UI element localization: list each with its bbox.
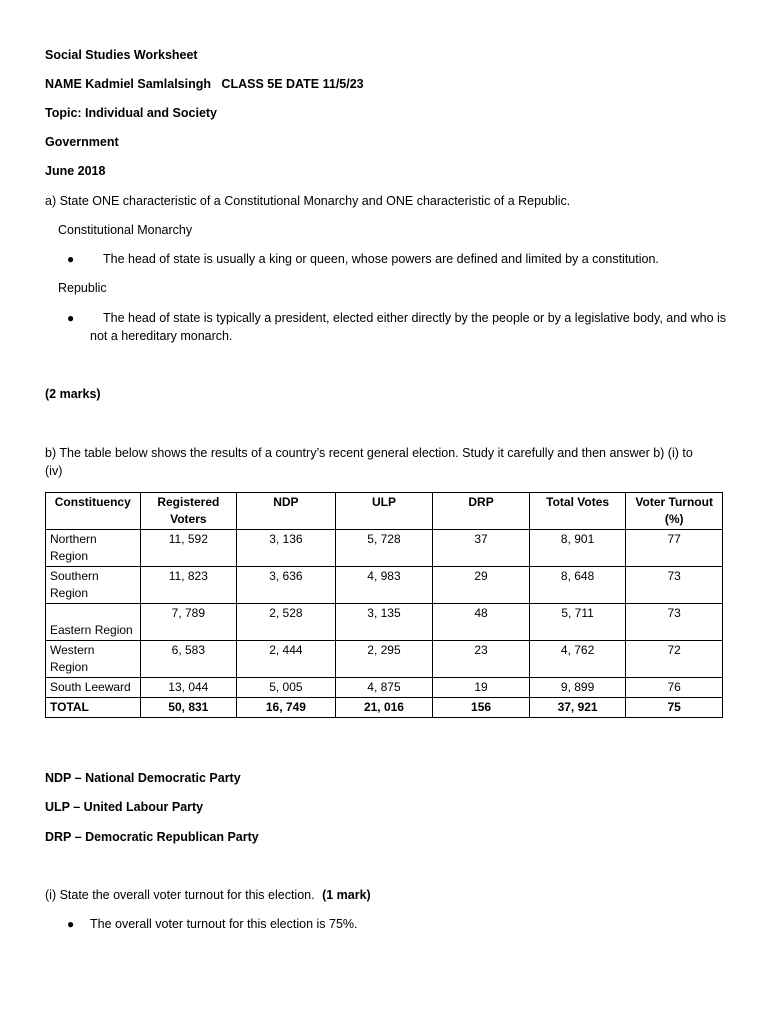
- monarchy-answer-item: [45, 250, 725, 268]
- table-total-row: [46, 698, 723, 718]
- legend-drp: DRP – Democratic Republican Party: [45, 830, 259, 844]
- table-cell: 7, 789: [140, 604, 237, 641]
- bullet-icon: ●: [67, 311, 75, 325]
- question-b-i-prompt: [45, 887, 371, 903]
- republic-answer: The head of state is typically a president, elected either directly by the people or by a legislative body, and who is not a hereditary monarch.: [90, 311, 727, 343]
- column-header: Total Votes: [529, 493, 626, 530]
- question-b-prompt-cont: (iv): [45, 464, 63, 478]
- bullet-icon: ●: [67, 917, 75, 931]
- column-header: Voter Turnout (%): [626, 493, 723, 530]
- column-header: NDP: [237, 493, 336, 530]
- table-cell: 76: [626, 678, 723, 698]
- table-cell: 3, 636: [237, 567, 336, 604]
- table-row: [46, 567, 723, 604]
- republic-answer-item: [45, 309, 725, 345]
- table-cell: 11, 592: [140, 530, 237, 567]
- monarchy-label: Constitutional Monarchy: [58, 223, 193, 237]
- table-cell: 21, 016: [335, 698, 433, 718]
- legend-ndp: NDP – National Democratic Party: [45, 771, 241, 785]
- table-cell: TOTAL: [46, 698, 141, 718]
- table-cell: 9, 899: [529, 678, 626, 698]
- student-info: NAME Kadmiel Samlalsingh CLASS 5E DATE 11/5/23: [45, 77, 364, 91]
- table-cell: 2, 295: [335, 641, 433, 678]
- table-cell: 4, 762: [529, 641, 626, 678]
- table-cell: 8, 901: [529, 530, 626, 567]
- table-cell: 3, 136: [237, 530, 336, 567]
- table-cell: 2, 444: [237, 641, 336, 678]
- table-cell: 77: [626, 530, 723, 567]
- table-cell: 29: [433, 567, 530, 604]
- column-header: ULP: [335, 493, 433, 530]
- table-row: [46, 604, 723, 641]
- column-header: Registered Voters: [140, 493, 237, 530]
- table-cell: 5, 711: [529, 604, 626, 641]
- exam-date: June 2018: [45, 164, 106, 178]
- table-cell: 19: [433, 678, 530, 698]
- question-b-i-text: (i) State the overall voter turnout for this election.: [45, 888, 315, 902]
- bullet-icon: ●: [67, 252, 75, 266]
- legend-ulp: ULP – United Labour Party: [45, 800, 204, 814]
- question-a-prompt: a) State ONE characteristic of a Constitutional Monarchy and ONE characteristic of a Republic.: [45, 194, 571, 208]
- table-cell: 13, 044: [140, 678, 237, 698]
- question-b-i-answer-item: [45, 915, 725, 933]
- table-cell: 50, 831: [140, 698, 237, 718]
- table-cell: 2, 528: [237, 604, 336, 641]
- topic-heading: Topic: Individual and Society: [45, 106, 218, 120]
- republic-label: Republic: [58, 281, 107, 295]
- table-row: [46, 530, 723, 567]
- subtopic-heading: Government: [45, 135, 119, 149]
- table-cell: South Leeward: [46, 678, 141, 698]
- column-header: DRP: [433, 493, 530, 530]
- table-cell: 3, 135: [335, 604, 433, 641]
- table-cell: 156: [433, 698, 530, 718]
- table-cell: Southern Region: [46, 567, 141, 604]
- election-results-table: [45, 492, 723, 718]
- table-cell: 23: [433, 641, 530, 678]
- table-cell: 75: [626, 698, 723, 718]
- table-cell: 4, 983: [335, 567, 433, 604]
- table-row: [46, 678, 723, 698]
- table-cell: 73: [626, 604, 723, 641]
- table-cell: 72: [626, 641, 723, 678]
- table-cell: 48: [433, 604, 530, 641]
- table-cell: 5, 728: [335, 530, 433, 567]
- table-row: [46, 641, 723, 678]
- table-cell: 5, 005: [237, 678, 336, 698]
- question-b-prompt: b) The table below shows the results of a country’s recent general election. Study it carefully and then answer b) (i) to: [45, 446, 693, 460]
- table-cell: Eastern Region: [46, 604, 141, 641]
- table-cell: Northern Region: [46, 530, 141, 567]
- question-b-i-answer: The overall voter turnout for this election is 75%.: [90, 917, 358, 931]
- table-cell: 8, 648: [529, 567, 626, 604]
- question-b-i-marks: (1 mark): [322, 888, 371, 902]
- table-cell: 37: [433, 530, 530, 567]
- table-cell: 73: [626, 567, 723, 604]
- table-cell: 4, 875: [335, 678, 433, 698]
- column-header: Constituency: [46, 493, 141, 530]
- monarchy-answer: The head of state is usually a king or queen, whose powers are defined and limited by a constitution.: [103, 252, 659, 266]
- table-header-row: [46, 493, 723, 530]
- table-cell: 16, 749: [237, 698, 336, 718]
- table-cell: Western Region: [46, 641, 141, 678]
- table-cell: 6, 583: [140, 641, 237, 678]
- question-a-marks: (2 marks): [45, 387, 101, 401]
- table-cell: 37, 921: [529, 698, 626, 718]
- worksheet-title: Social Studies Worksheet: [45, 48, 198, 62]
- table-cell: 11, 823: [140, 567, 237, 604]
